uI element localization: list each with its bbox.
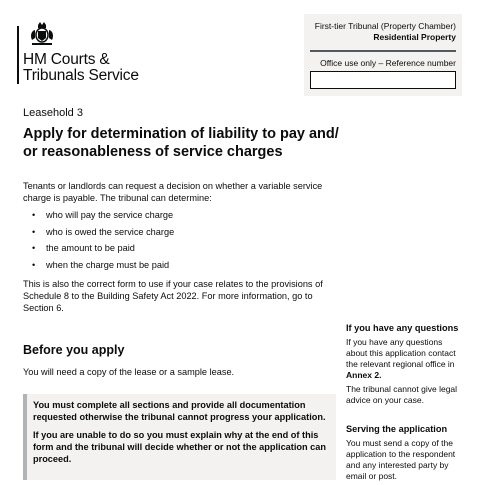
form-code: Leasehold 3 bbox=[23, 107, 83, 119]
callout-text-2: If you are unable to do so you must explain why at the end of this form and the tribunal will decide whether or not the application can proceed. bbox=[33, 430, 327, 464]
list-item: • the amount to be paid bbox=[28, 242, 174, 259]
royal-coat-of-arms-icon bbox=[25, 22, 59, 48]
logo-line-2: Tribunals Service bbox=[23, 67, 139, 84]
serving-heading: Serving the application bbox=[346, 424, 448, 434]
page-title: Apply for determination of liability to pay and/ or reasonableness of service charges bbox=[23, 126, 339, 160]
office-box-divider bbox=[310, 50, 456, 52]
lease-requirement-text: You will need a copy of the lease or a sample lease. bbox=[23, 367, 235, 377]
tribunal-name: First-tier Tribunal (Property Chamber) bbox=[314, 21, 456, 31]
intro-paragraph bbox=[23, 180, 341, 204]
office-use-box bbox=[304, 14, 462, 96]
tribunal-division: Residential Property bbox=[373, 32, 456, 42]
questions-text-body: If you have any questions about this application contact the relevant regional office in bbox=[346, 337, 456, 369]
logo-rule bbox=[17, 26, 19, 84]
determination-list bbox=[28, 209, 174, 275]
sidebar-serving bbox=[346, 424, 464, 485]
intro-text: Tenants or landlords can request a decision on whether a variable service charge is payable. The tribunal can determine: bbox=[23, 181, 323, 203]
schedule-note bbox=[23, 278, 341, 314]
sidebar-questions bbox=[346, 323, 464, 409]
logo-wordmark bbox=[23, 52, 139, 84]
questions-text bbox=[346, 337, 464, 381]
annex-2-reference: Annex 2. bbox=[346, 370, 382, 380]
logo-line-1: HM Courts & bbox=[23, 51, 110, 68]
before-you-apply-heading: Before you apply bbox=[23, 343, 125, 357]
legal-advice-text: The tribunal cannot give legal advice on your case. bbox=[346, 384, 458, 405]
callout-text-1: You must complete all sections and provide all documentation requested otherwise the tribunal cannot progress your application. bbox=[33, 400, 326, 422]
reference-number-label: Office use only – Reference number bbox=[320, 58, 456, 68]
list-item: • who will pay the service charge bbox=[28, 209, 174, 226]
list-item: • when the charge must be paid bbox=[28, 259, 174, 276]
lease-requirement bbox=[23, 366, 341, 378]
schedule-note-text: This is also the correct form to use if your case relates to the provisions of Schedule 8 to the Building Safety Act 2022. For more information, go to Section 6. bbox=[23, 279, 323, 313]
serving-text: You must send a copy of the application to the respondent and any interested party by email or post. bbox=[346, 438, 456, 481]
reference-number-field[interactable] bbox=[310, 71, 456, 89]
list-item: • who is owed the service charge bbox=[28, 226, 174, 243]
important-callout bbox=[23, 394, 336, 480]
questions-heading: If you have any questions bbox=[346, 323, 459, 333]
